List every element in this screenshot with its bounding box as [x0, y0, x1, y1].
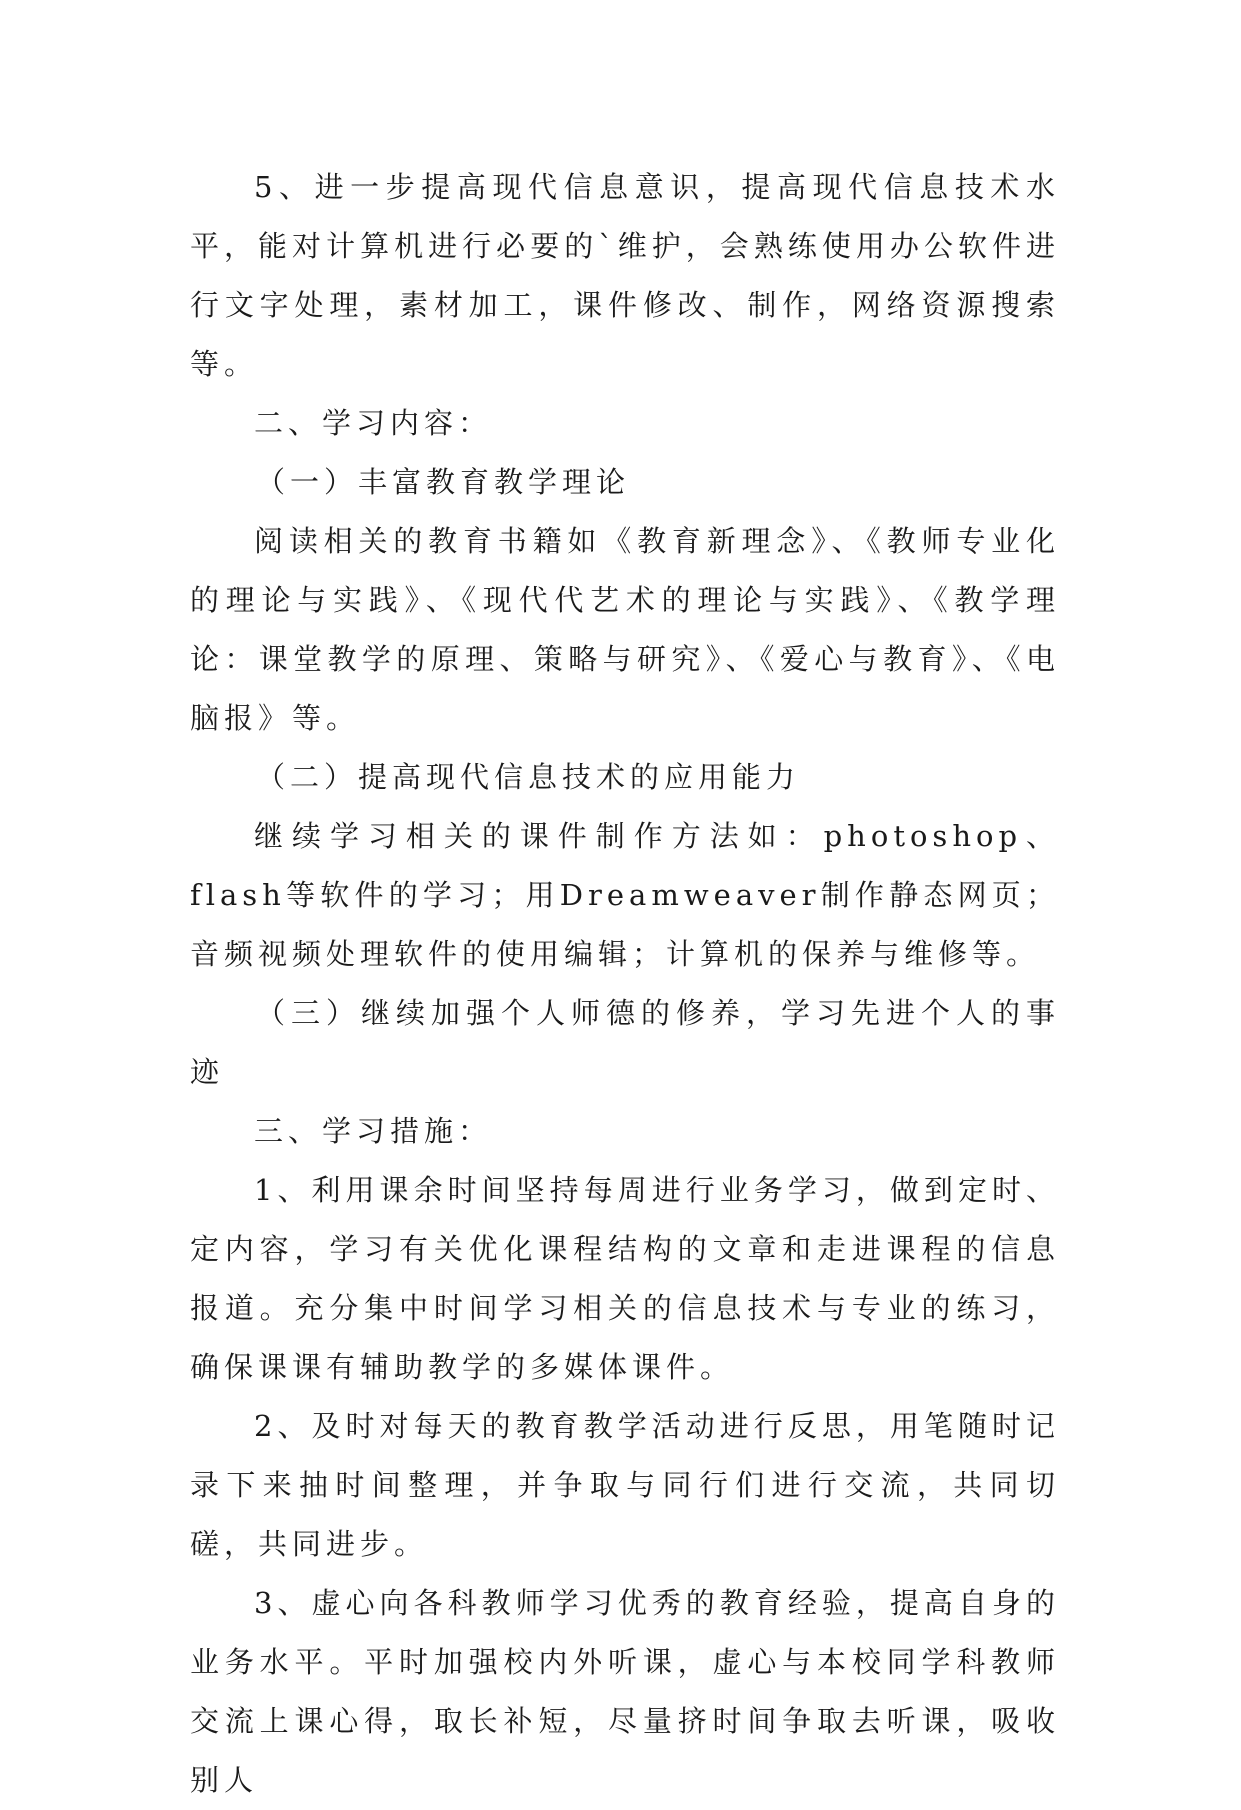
section-heading-study-measures: 三、学习措施： [254, 1114, 493, 1148]
paragraph-reading-list: 阅读相关的教育书籍如《教育新理念》、《教师专业化的理论与实践》、《现代代艺术的理论与实践》、《教学理论：课堂教学的原理、策略与研究》、《爱心与教育》、《电脑报》等。 [190, 524, 1060, 735]
subheading-teaching-theory: （一）丰富教育教学理论 [256, 465, 631, 499]
section-heading-study-content: 二、学习内容： [254, 406, 493, 440]
document-body [190, 158, 1060, 1810]
paragraph-measure-1: 1、利用课余时间坚持每周进行业务学习，做到定时、定内容，学习有关优化课程结构的文章和走进课程的信息报道。充分集中时间学习相关的信息技术与专业的练习，确保课课有辅助教学的多媒体课件。 [190, 1173, 1060, 1384]
paragraph-item-5: 5、进一步提高现代信息意识，提高现代信息技术水平，能对计算机进行必要的`维护，会熟练使用办公软件进行文字处理，素材加工，课件修改、制作，网络资源搜索等。 [190, 170, 1060, 381]
paragraph-courseware-software: 继续学习相关的课件制作方法如：photoshop、flash等软件的学习；用Dreamweaver制作静态网页；音频视频处理软件的使用编辑；计算机的保养与维修等。 [190, 819, 1060, 971]
subheading-teacher-ethics: （三）继续加强个人师德的修养，学习先进个人的事迹 [190, 996, 1060, 1089]
subheading-it-application: （二）提高现代信息技术的应用能力 [256, 760, 801, 794]
paragraph-measure-3: 3、虚心向各科教师学习优秀的教育经验，提高自身的业务水平。平时加强校内外听课，虚心与本校同学科教师交流上课心得，取长补短，尽量挤时间争取去听课，吸收别人 [190, 1586, 1060, 1797]
paragraph-measure-2: 2、及时对每天的教育教学活动进行反思，用笔随时记录下来抽时间整理，并争取与同行们进行交流，共同切磋，共同进步。 [190, 1409, 1060, 1561]
